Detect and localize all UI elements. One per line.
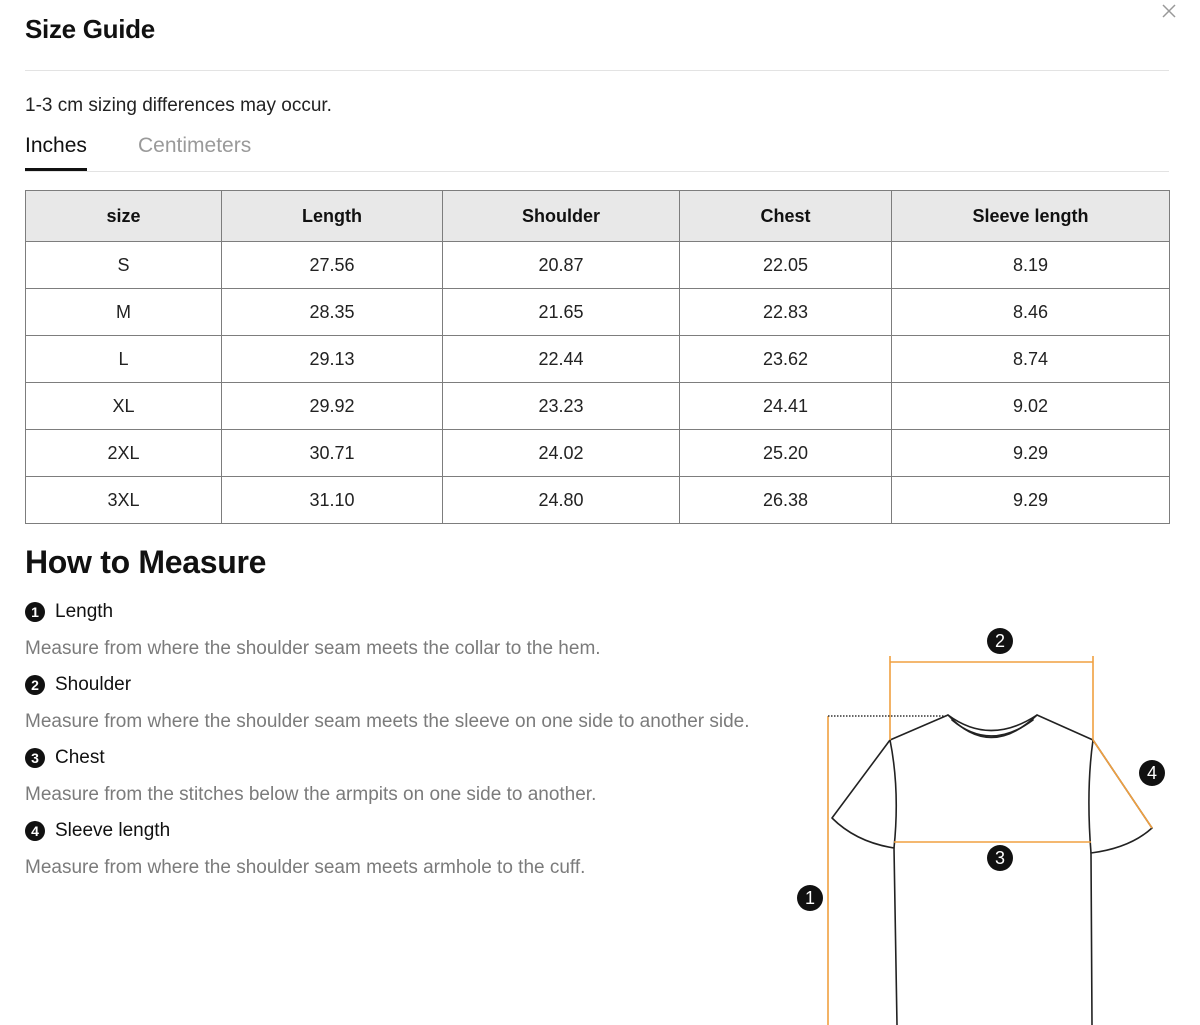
table-cell: 29.13 (222, 336, 443, 383)
table-cell: 31.10 (222, 477, 443, 524)
tab-centimeters[interactable]: Centimeters (138, 134, 252, 157)
table-cell: XL (26, 383, 222, 430)
table-cell: L (26, 336, 222, 383)
measurement-lines (828, 656, 1152, 1025)
table-cell: 8.19 (892, 242, 1170, 289)
table-cell: 22.05 (680, 242, 892, 289)
table-cell: 9.29 (892, 430, 1170, 477)
column-header-chest: Chest (680, 191, 892, 242)
marker-3 (987, 845, 1013, 871)
title-divider (25, 70, 1169, 71)
measure-label: Shoulder (55, 674, 132, 695)
marker-4 (1139, 760, 1165, 786)
sizing-note: 1-3 cm sizing differences may occur. (25, 95, 332, 116)
marker-2-label: 2 (994, 631, 1006, 651)
measure-item-sleeve-length (25, 820, 585, 879)
measure-description: Measure from the stitches below the armpits on one side to another. (25, 784, 597, 805)
measure-description: Measure from where the shoulder seam meets the collar to the hem. (25, 638, 601, 659)
table-cell: 22.44 (443, 336, 680, 383)
table-cell: 9.02 (892, 383, 1170, 430)
size-table (25, 190, 1170, 524)
table-cell: 20.87 (443, 242, 680, 289)
measure-item-length (25, 601, 601, 660)
measure-label: Chest (55, 747, 105, 768)
table-cell: 30.71 (222, 430, 443, 477)
table-cell: 21.65 (443, 289, 680, 336)
table-cell: 25.20 (680, 430, 892, 477)
marker-1 (797, 885, 823, 911)
marker-3-label: 3 (994, 848, 1006, 868)
table-cell: S (26, 242, 222, 289)
table-cell: 24.80 (443, 477, 680, 524)
marker-2 (987, 628, 1013, 654)
tshirt-measurement-diagram (780, 620, 1180, 1025)
table-cell: 29.92 (222, 383, 443, 430)
measure-item-shoulder (25, 674, 750, 733)
table-cell: 8.46 (892, 289, 1170, 336)
column-header-size: size (26, 191, 222, 242)
column-header-shoulder: Shoulder (443, 191, 680, 242)
table-cell: 8.74 (892, 336, 1170, 383)
table-cell: 2XL (26, 430, 222, 477)
marker-4-label: 4 (1146, 763, 1158, 783)
tab-inches[interactable]: Inches (25, 134, 87, 171)
number-2-icon: 2 (25, 675, 45, 695)
how-to-measure-title: How to Measure (25, 544, 267, 580)
tabs-divider (25, 171, 1169, 172)
table-header-row (26, 191, 1170, 242)
marker-1-label: 1 (804, 888, 816, 908)
table-cell: 28.35 (222, 289, 443, 336)
table-row (26, 289, 1170, 336)
tshirt-outline (832, 715, 1152, 1025)
table-row (26, 242, 1170, 289)
measure-item-chest (25, 747, 596, 806)
table-cell: 22.83 (680, 289, 892, 336)
table-cell: 23.23 (443, 383, 680, 430)
number-4-icon: 4 (25, 821, 45, 841)
number-1-icon: 1 (25, 602, 45, 622)
table-cell: 24.02 (443, 430, 680, 477)
table-cell: M (26, 289, 222, 336)
table-cell: 23.62 (680, 336, 892, 383)
close-button[interactable] (1160, 2, 1178, 20)
measure-label: Length (55, 601, 114, 622)
table-cell: 27.56 (222, 242, 443, 289)
number-3-icon: 3 (25, 748, 45, 768)
table-cell: 24.41 (680, 383, 892, 430)
table-row (26, 383, 1170, 430)
table-cell: 9.29 (892, 477, 1170, 524)
column-header-sleeve-length: Sleeve length (892, 191, 1170, 242)
page-title: Size Guide (25, 14, 155, 44)
measure-label: Sleeve length (55, 820, 171, 841)
table-row (26, 336, 1170, 383)
table-row (26, 477, 1170, 524)
measure-description: Measure from where the shoulder seam meets the sleeve on one side to another side. (25, 711, 750, 732)
column-header-length: Length (222, 191, 443, 242)
table-row (26, 430, 1170, 477)
table-cell: 3XL (26, 477, 222, 524)
table-cell: 26.38 (680, 477, 892, 524)
measure-description: Measure from where the shoulder seam meets armhole to the cuff. (25, 857, 586, 878)
close-icon (1160, 2, 1178, 20)
